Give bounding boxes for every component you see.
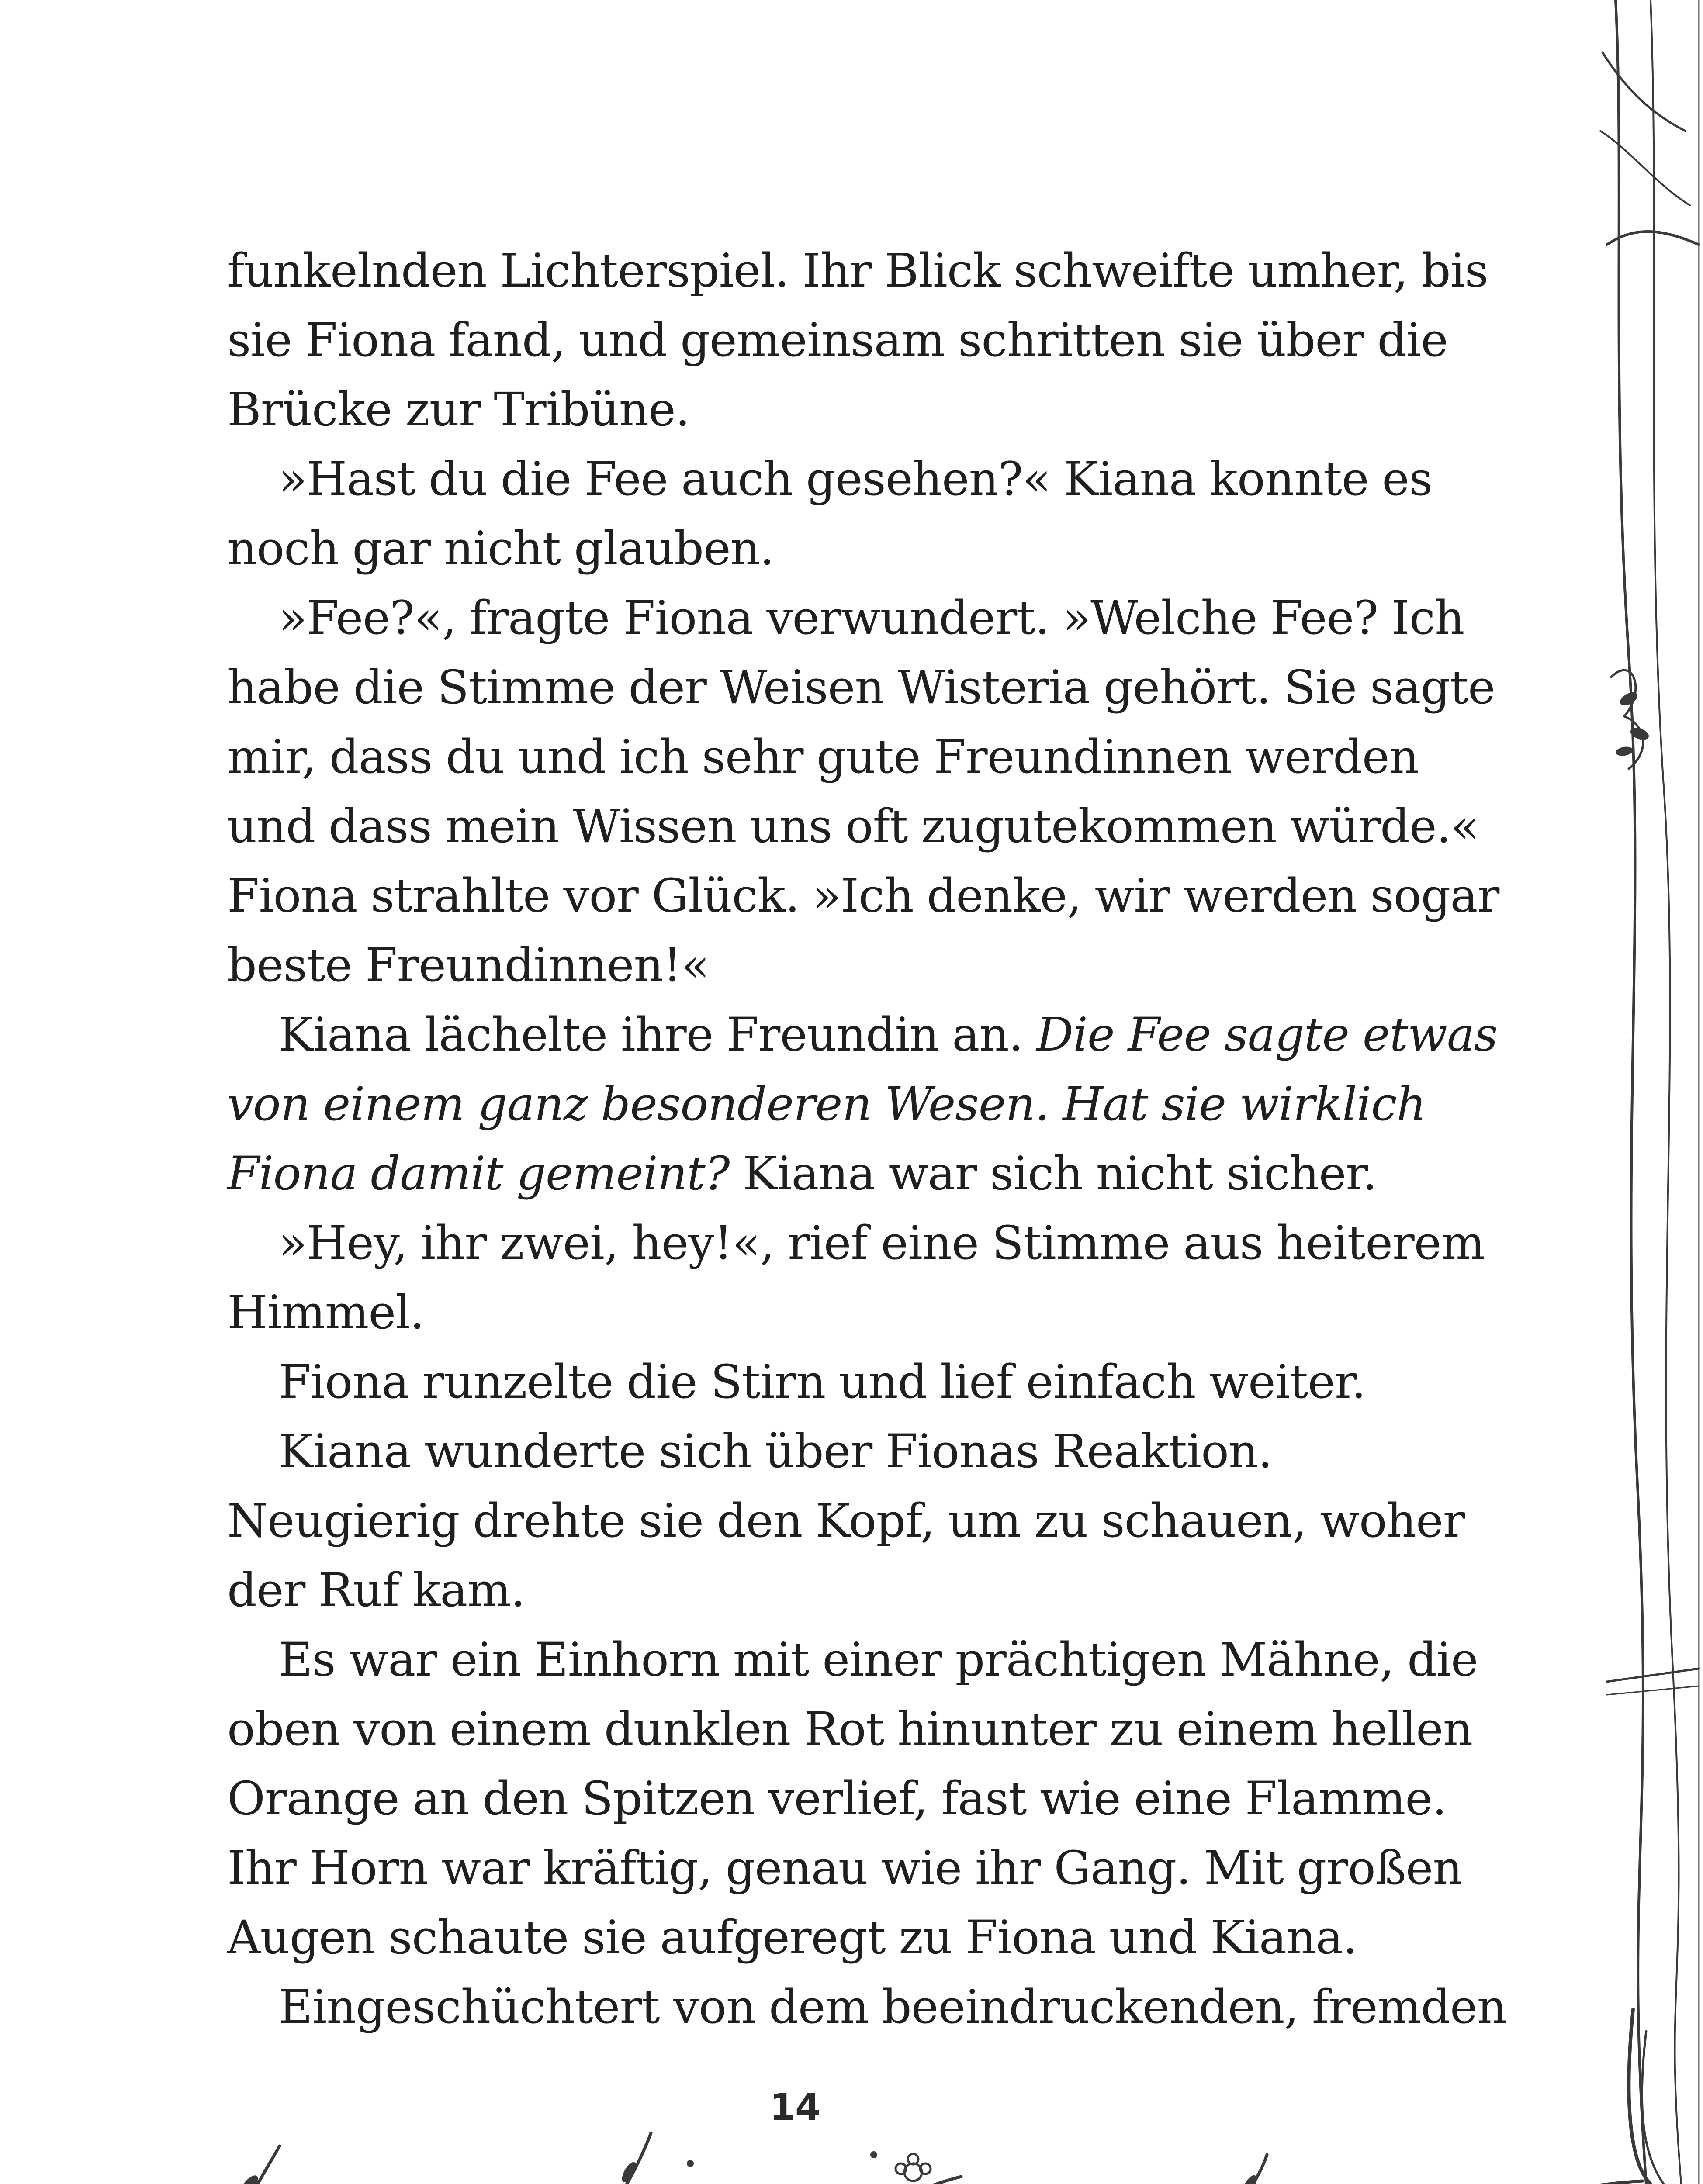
text-line — [227, 444, 1433, 514]
text-line — [227, 1069, 1426, 1139]
text-line — [227, 1903, 1372, 1972]
text-line — [227, 653, 1495, 722]
text-segment: Kiana wunderte sich über Fionas Reaktion. — [279, 1424, 1272, 1478]
flower-icon — [896, 2154, 1409, 2184]
text-line — [227, 1625, 1478, 1694]
text-line — [227, 1694, 1473, 1764]
text-line — [227, 1764, 1447, 1833]
text-line — [227, 1208, 1485, 1278]
text-line — [227, 514, 1372, 583]
text-segment: funkelnden Lichterspiel. Ihr Blick schweifte umher, bis — [227, 244, 1488, 297]
text-segment: Fiona strahlte vor Glück. »Ich denke, wir werden sogar — [227, 869, 1499, 923]
meadow-grass-border-art — [0, 2129, 1703, 2184]
text-line — [227, 861, 1499, 930]
text-line — [227, 930, 1372, 1000]
page-number: 14 — [769, 2086, 821, 2129]
body-text — [227, 236, 1506, 2042]
text-segment: oben von einem dunklen Rot hinunter zu einem hellen — [227, 1702, 1473, 1756]
italic-text: von einem ganz besonderen Wesen. Hat sie wirklich — [227, 1077, 1426, 1131]
text-segment: Es war ein Einhorn mit einer prächtigen Mähne, die — [279, 1633, 1478, 1686]
text-segment: Brücke zur Tribüne. — [227, 383, 690, 436]
text-line — [227, 375, 1372, 444]
text-segment: Ihr Horn war kräftig, genau wie ihr Gang. Mit großen — [227, 1841, 1462, 1895]
text-segment: Fiona runzelte die Stirn und lief einfach weiter. — [279, 1355, 1366, 1409]
text-segment: sie Fiona fand, und gemeinsam schritten sie über die — [227, 313, 1448, 367]
text-line — [227, 1972, 1506, 2042]
text-line — [227, 1833, 1462, 1903]
star-icon — [0, 2129, 1423, 2184]
text-line — [227, 1347, 1372, 1417]
text-segment: Kiana lächelte ihre Freundin an. — [279, 1008, 1037, 1061]
text-segment: »Hast du die Fee auch gesehen?« Kiana konnte es — [279, 452, 1433, 506]
text-line — [227, 1278, 1372, 1347]
text-segment: »Fee?«, fragte Fiona verwundert. »Welche Fee? Ich — [279, 591, 1464, 645]
text-line — [227, 1555, 1372, 1625]
text-segment: Eingeschüchtert von dem beeindruckenden, fremden — [279, 1980, 1506, 2034]
text-segment: Kiana war sich nicht sicher. — [729, 1147, 1377, 1200]
text-line — [227, 1139, 1377, 1208]
text-line — [227, 1486, 1465, 1555]
text-segment: noch gar nicht glauben. — [227, 522, 774, 575]
text-segment: Augen schaute sie aufgeregt zu Fiona und Kiana. — [227, 1911, 1357, 1964]
text-line — [227, 1417, 1372, 1486]
text-segment: Himmel. — [227, 1286, 424, 1339]
text-segment: mir, dass du und ich sehr gute Freundinnen werden — [227, 730, 1419, 784]
text-segment: Neugierig drehte sie den Kopf, um zu schauen, woher — [227, 1494, 1465, 1548]
text-line — [227, 722, 1419, 791]
text-segment: und dass mein Wissen uns oft zugutekommen würde.« — [227, 799, 1479, 853]
text-segment: der Ruf kam. — [227, 1563, 525, 1617]
text-segment: beste Freundinnen!« — [227, 938, 710, 992]
text-segment: Orange an den Spitzen verlief, fast wie eine Flamme. — [227, 1772, 1447, 1825]
text-line — [227, 236, 1488, 305]
italic-text: Die Fee sagte etwas — [1036, 1008, 1498, 1061]
text-line — [227, 583, 1464, 653]
text-line — [227, 791, 1479, 861]
text-segment: habe die Stimme der Weisen Wisteria gehört. Sie sagte — [227, 660, 1495, 714]
text-line — [227, 1000, 1498, 1069]
text-line — [227, 305, 1448, 375]
text-segment: »Hey, ihr zwei, hey!«, rief eine Stimme aus heiterem — [279, 1216, 1485, 1270]
tree-trunk-border-art — [1598, 0, 1703, 2184]
italic-text: Fiona damit gemeint? — [227, 1147, 730, 1200]
